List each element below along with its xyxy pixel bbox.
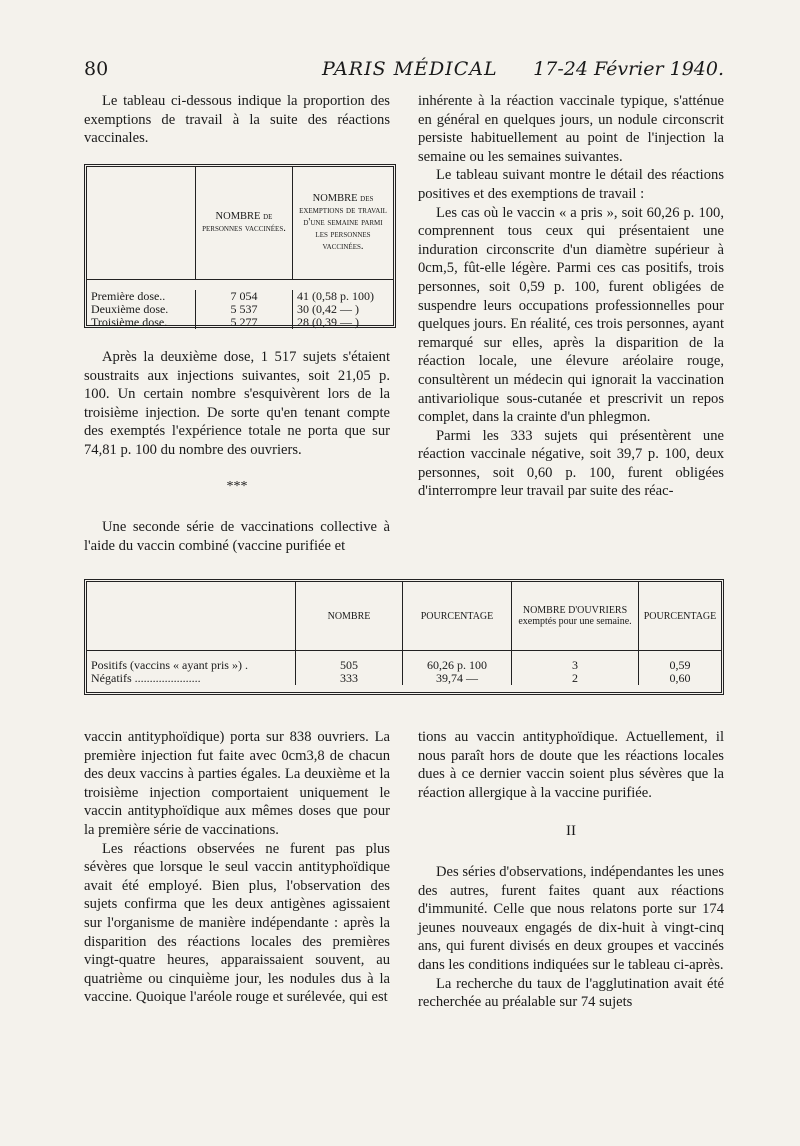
paragraph: Parmi les 333 sujets qui présentèrent une réaction vaccinale négative, soit 39,7 p. 100, deux personnes, soit 0,60 p. 100, furent obligées d'interrompre leur travail par suite des réac- [418,427,724,500]
paragraph: tions au vaccin antityphoïdique. Actuellement, il nous paraît hors de doute que les réactions locales dues à ce dernier vaccin soient plus sévères que la réaction allergique à la vaccine purifiée. [418,729,724,801]
cell-value: 5 537 [196,303,293,316]
left-column-top [84,92,390,148]
cell-value: 60,26 p. 100 [403,659,512,672]
column-header: NOMBRE D'OUVRIERS exemptés pour une semaine. [512,582,639,651]
cell-value: 3 [512,659,639,672]
column-header: POURCENTAGE [403,582,512,651]
exemptions-table [84,164,396,328]
table-corner [87,167,196,280]
reactions-table [84,579,724,695]
row-label: Deuxième dose. [91,302,169,316]
left-column-bottom [84,728,390,1007]
column-header: POURCENTAGE [639,582,722,651]
cell-value: 0,59 [639,659,722,672]
cell-value: 39,74 — [403,672,512,685]
paragraph: vaccin antityphoïdique) porta sur 838 ouvriers. La première injection fut faite avec 0cm3,8 de chacun des deux vaccins à parties égales. La deuxième et la troisième injection comportaient uniquement le vaccin antityphoïdique aux mêmes doses que pour la première série de vaccinations. [84,729,390,838]
cell-value: 30 (0,42 — ) [293,303,394,316]
row-label: Troisième dose. [91,315,168,329]
row-label: Première dose.. [91,289,166,303]
paragraph: Après la deuxième dose, 1 517 sujets s'étaient soustraits aux injections suivantes, soit 21,05 p. 100. Un certain nombre s'esquivèrent lors de la troisième injection. De sorte qu'en tenant compte des exemptés l'expérience totale ne porta que sur 74,81 p. 100 du nombre des ouvriers. [84,349,390,458]
table-row [87,672,721,685]
cell-value: 28 (0,39 — ) [293,316,394,329]
cell-value: 333 [296,672,403,685]
cell-value: 7 054 [196,290,293,303]
paragraph: Le tableau ci-dessous indique la proportion des exemptions de travail à la suite des réactions vaccinales. [84,93,390,147]
section-separator: *** [226,478,248,494]
cell-value: 0,60 [639,672,722,685]
table-row [87,316,393,329]
paragraph: Des séries d'observations, indépendantes les unes des autres, furent faites quant aux réactions d'immunité. Celle que nous relatons porte sur 174 jeunes nouveaux engagés de dix-huit à vingt-cinq ans, qui furent divisés en deux groupes et vaccinés dans les conditions indiquées sur le tableau ci-après. [418,863,724,973]
paragraph: Les réactions observées ne furent pas plus sévères que lorsque le seul vaccin antityphoïdique avait été employé. Bien plus, l'observation des sujets confirma que les deux antigènes agissaient sur l'organisme de manière indépendante : après la disparition des réactions locales des premières vingt-quatre heures, apparaissaient souvent, au quatrième ou cinquième jour, les nodules dus à la vaccine. Quoique l'aréole rouge et surélevée, qui est [84,840,390,1006]
row-label: Négatifs ...................... [91,671,201,685]
cell-value: 5 277 [196,316,293,329]
paragraph: Une seconde série de vaccinations collective à l'aide du vaccin combiné (vaccine purifiée et [84,519,390,554]
table-corner [87,582,296,651]
issue-date: 17-24 Février 1940. [533,58,724,80]
column-header: NOMBRE [296,582,403,651]
right-column-top [418,92,724,501]
paragraph: Les cas où le vaccin « a pris », soit 60,26 p. 100, comprennent tous ceux qui présentaient une induration circonscrite d'un diamètre supérieur à 0cm,5, fût-elle légère. Parmi ces cas positifs, trois personnes, soit 0,59 p. 100, furent obligées de suspendre leurs occupations professionnelles pour quelques jours. En réalité, ces trois personnes, ayant remarqué sur elles, après la disparition de la réaction locale, une élevure aréolaire rouge, consultèrent un médecin qui ignorait la vaccination antivariolique sous-cutanée et prescrivit un repos complet, dans la crainte d'un phlegmon. [418,204,724,426]
cell-value: 2 [512,672,639,685]
journal-title: PARIS MÉDICAL [322,58,498,80]
column-header: NOMBRE de personnes vaccinées. [196,167,293,280]
page-header [84,58,724,84]
cell-value: 41 (0,58 p. 100) [293,290,394,303]
page-number: 80 [84,58,109,80]
paragraph: La recherche du taux de l'agglutination avait été recherchée au préalable sur 74 sujets [418,975,724,1011]
row-label: Positifs (vaccins « ayant pris ») . [91,658,248,672]
left-column-middle [84,348,390,555]
right-column-bottom [418,728,724,1012]
paragraph: Le tableau suivant montre le détail des réactions positives et des exemptions de travail : [418,167,724,202]
column-header: NOMBRE des exemptions de travail d'une semaine parmi les personnes vaccinées. [293,167,394,280]
cell-value: 505 [296,659,403,672]
section-heading: II [566,823,576,840]
paragraph: inhérente à la réaction vaccinale typique, s'atténue en général en quelques jours, un nodule circonscrit persiste habituellement au point de l'injection la semaine ou les semaines suivantes. [418,93,724,165]
